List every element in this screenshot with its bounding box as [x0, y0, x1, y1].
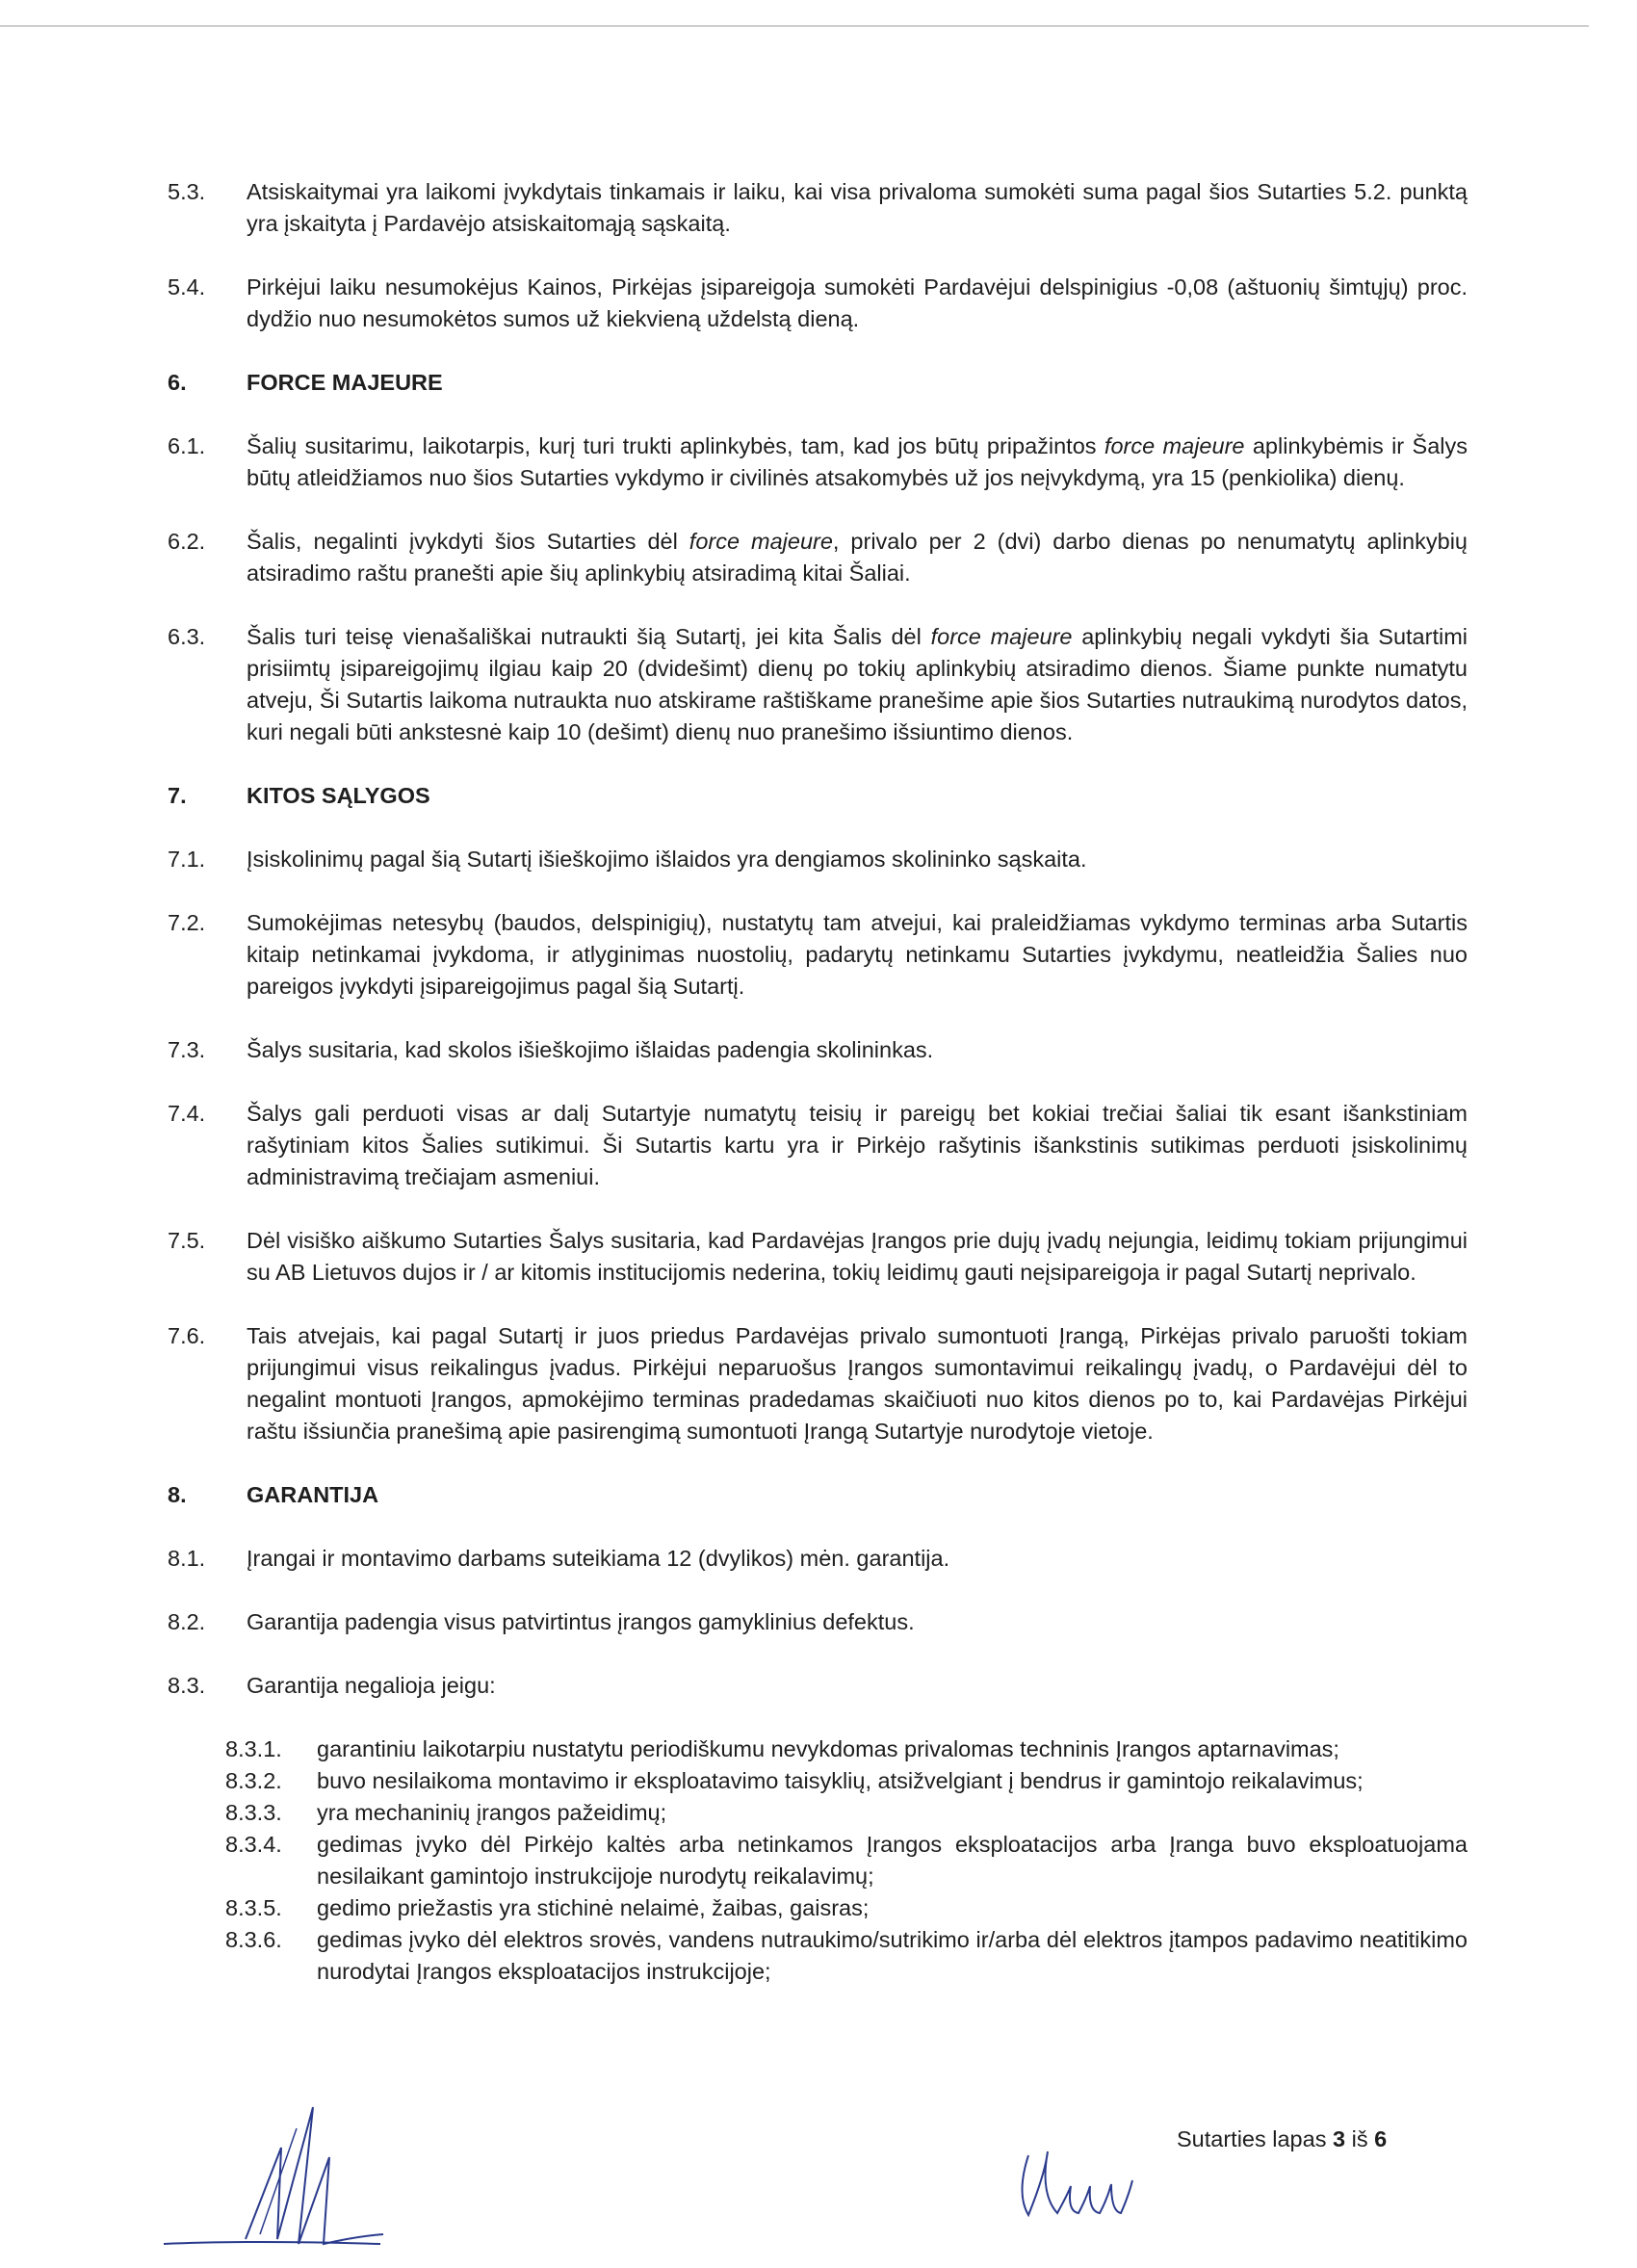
clause-8-3 — [168, 1670, 1468, 1702]
clause-5-4 — [168, 272, 1468, 335]
section-number: 7. — [168, 783, 187, 808]
clause-text: Šalys gali perduoti visas ar dalį Sutartyje numatytų teisių ir pareigų bet kokiai trečiai šaliai tik esant išankstiniam rašytiniam kitos Šalies sutikimui. Ši Sutartis kartu yra ir Pirkėjo rašytinis išankstinis sutikimas perduoti įsiskolinimų administravimą trečiajam asmeniui. — [247, 1101, 1468, 1189]
scan-edge-line — [0, 25, 1589, 27]
clause-number: 5.3. — [168, 179, 206, 204]
clause-number: 7.3. — [168, 1037, 206, 1062]
footer-prefix: Sutarties lapas — [1177, 2126, 1327, 2151]
clause-text: Tais atvejais, kai pagal Sutartį ir juos priedus Pardavėjas privalo sumontuoti Įrangą, Pirkėjas privalo paruošti tokiam prijungimui visus reikalingus įvadus. Pirkėjui neparuošus Įrangos sumontavimui reikalingų įvadų, o Pardavėjui dėl to negalint montuoti Įrangos, apmokėjimo terminas pradedamas skaičiuoti nuo kitos dienos po to, kai Pardavėjas Pirkėjui raštu išsiunčia pranešimą apie pasirengimą sumontuoti Įrangą Sutartyje nurodytoje vietoje. — [247, 1323, 1468, 1444]
clause-text: Atsiskaitymai yra laikomi įvykdytais tinkamais ir laiku, kai visa privaloma sumokėti suma pagal šios Sutarties 5.2. punktą yra įskaityta į Pardavėjo atsiskaitomąją sąskaitą. — [247, 179, 1468, 236]
clause-text: Pirkėjui laiku nesumokėjus Kainos, Pirkėjas įsipareigoja sumokėti Pardavėjui delspinigius -0,08 (aštuonių šimtųjų) proc. dydžio nuo nesumokėtos sumos už kiekvieną uždelstą dieną. — [247, 274, 1468, 331]
footer-total-pages: 6 — [1374, 2126, 1388, 2151]
section-heading-8 — [168, 1479, 1468, 1511]
subclause-number: 8.3.3. — [225, 1800, 282, 1825]
clause-7-4 — [168, 1098, 1468, 1193]
clause-5-3 — [168, 176, 1468, 240]
clause-text: Dėl visiško aiškumo Sutarties Šalys susitaria, kad Pardavėjas Įrangos prie dujų įvadų nejungia, leidimų tokiam prijungimui su AB Lietuvos dujos ir / ar kitomis institucijomis nederina, tokių leidimų gauti neįsipareigoja ir pagal Sutartį neprivalo. — [247, 1228, 1468, 1285]
clause-number: 7.4. — [168, 1101, 206, 1126]
footer-separator: iš — [1351, 2126, 1368, 2151]
clause-7-5 — [168, 1225, 1468, 1289]
clause-number: 7.6. — [168, 1323, 206, 1348]
subclause-text: buvo nesilaikoma montavimo ir eksploatavimo taisyklių, atsižvelgiant į bendrus ir gamintojo reikalavimus; — [317, 1768, 1364, 1793]
footer-page-number: 3 — [1332, 2126, 1346, 2151]
clause-text: Šalys susitaria, kad skolos išieškojimo išlaidas padengia skolininkas. — [247, 1037, 934, 1062]
document-body — [168, 176, 1468, 1988]
subclause-number: 8.3.1. — [225, 1736, 282, 1761]
clause-text: Sumokėjimas netesybų (baudos, delspinigių), nustatytų tam atvejui, kai praleidžiamas vykdymo terminas arba Sutartis kitaip netinkamai įvykdoma, ir atlyginimas nuostolių, padarytų netinkamu Sutarties įvykdymu, neatleidžia Šalies nuo pareigos įvykdyti įsipareigojimus pagal šią Sutartį. — [247, 910, 1468, 999]
subclause-number: 8.3.2. — [225, 1768, 282, 1793]
clause-number: 6.2. — [168, 529, 206, 554]
section-heading-6 — [168, 367, 1468, 399]
clause-number: 7.1. — [168, 847, 206, 872]
signature-right — [1011, 2146, 1165, 2228]
clause-number: 8.2. — [168, 1609, 206, 1634]
clause-text: Įrangai ir montavimo darbams suteikiama 12 (dvylikos) mėn. garantija. — [247, 1546, 950, 1571]
clause-text: Garantija padengia visus patvirtintus įrangos gamyklinius defektus. — [247, 1609, 915, 1634]
subclause-8-3-2 — [168, 1765, 1468, 1797]
clause-text: Šalių susitarimu, laikotarpis, kurį turi trukti aplinkybės, tam, kad jos būtų pripažintos force majeure aplinkybėmis ir Šalys būtų atleidžiamos nuo šios Sutarties vykdymo ir civilinės atsakomybės už jos neįvykdymą, yra 15 (penkiolika) dienų. — [247, 433, 1468, 490]
clause-text: Įsiskolinimų pagal šią Sutartį išieškojimo išlaidos yra dengiamos skolininko sąskaita. — [247, 847, 1087, 872]
section-title: FORCE MAJEURE — [247, 370, 443, 395]
subclause-number: 8.3.5. — [225, 1895, 282, 1920]
subclause-8-3-4 — [168, 1829, 1468, 1892]
section-number: 6. — [168, 370, 187, 395]
clause-number: 6.3. — [168, 624, 206, 649]
subclause-8-3-6 — [168, 1924, 1468, 1988]
section-heading-7 — [168, 780, 1468, 812]
clause-6-1 — [168, 430, 1468, 494]
subclause-number: 8.3.4. — [225, 1832, 282, 1857]
subclause-text: gedimas įvyko dėl elektros srovės, vandens nutraukimo/sutrikimo ir/arba dėl elektros įtampos padavimo neatitikimo nurodytai Įrangos eksploatacijos instrukcijoje; — [317, 1927, 1468, 1984]
clause-number: 7.5. — [168, 1228, 206, 1253]
subclause-text: yra mechaninių įrangos pažeidimų; — [317, 1800, 667, 1825]
clause-number: 6.1. — [168, 433, 206, 458]
clause-6-2 — [168, 526, 1468, 589]
subclause-8-3-5 — [168, 1892, 1468, 1924]
clause-text: Garantija negalioja jeigu: — [247, 1673, 496, 1698]
page-footer — [1177, 2126, 1387, 2152]
clause-number: 8.3. — [168, 1673, 206, 1698]
clause-8-2 — [168, 1606, 1468, 1638]
clause-7-6 — [168, 1320, 1468, 1447]
signature-left — [154, 2099, 385, 2268]
section-title: KITOS SĄLYGOS — [247, 783, 430, 808]
clause-8-1 — [168, 1543, 1468, 1575]
subclause-8-3-1 — [168, 1734, 1468, 1765]
section-number: 8. — [168, 1482, 187, 1507]
subclause-text: gedimas įvyko dėl Pirkėjo kaltės arba netinkamos Įrangos eksploatacijos arba Įranga buvo eksploatuojama nesilaikant gamintojo instrukcijoje nurodytų reikalavimų; — [317, 1832, 1468, 1889]
clause-7-2 — [168, 907, 1468, 1003]
clause-number: 8.1. — [168, 1546, 206, 1571]
section-title: GARANTIJA — [247, 1482, 379, 1507]
clause-6-3 — [168, 621, 1468, 748]
clause-text: Šalis turi teisę vienašališkai nutraukti šią Sutartį, jei kita Šalis dėl force majeure aplinkybių negali vykdyti šia Sutartimi prisiimtų įsipareigojimų ilgiau kaip 20 (dvidešimt) dienų po tokių aplinkybių atsiradimo dienos. Šiame punkte numatytu atveju, Ši Sutartis laikoma nutraukta nuo atskirame raštiškame pranešime apie šios Sutarties nutraukimą nurodytos datos, kuri negali būti ankstesnė kaip 10 (dešimt) dienų nuo pranešimo išsiuntimo dienos. — [247, 624, 1468, 744]
clause-7-1 — [168, 844, 1468, 875]
subclause-text: gedimo priežastis yra stichinė nelaimė, žaibas, gaisras; — [317, 1895, 870, 1920]
clause-7-3 — [168, 1034, 1468, 1066]
clause-number: 7.2. — [168, 910, 206, 935]
clause-number: 5.4. — [168, 274, 206, 300]
subclause-number: 8.3.6. — [225, 1927, 282, 1952]
clause-text: Šalis, negalinti įvykdyti šios Sutarties dėl force majeure, privalo per 2 (dvi) darbo dienas po nenumatytų aplinkybių atsiradimo raštu pranešti apie šių aplinkybių atsiradimą kitai Šaliai. — [247, 529, 1468, 586]
subclause-8-3-3 — [168, 1797, 1468, 1829]
subclause-text: garantiniu laikotarpiu nustatytu periodiškumu nevykdomas privalomas techninis Įrangos aptarnavimas; — [317, 1736, 1339, 1761]
